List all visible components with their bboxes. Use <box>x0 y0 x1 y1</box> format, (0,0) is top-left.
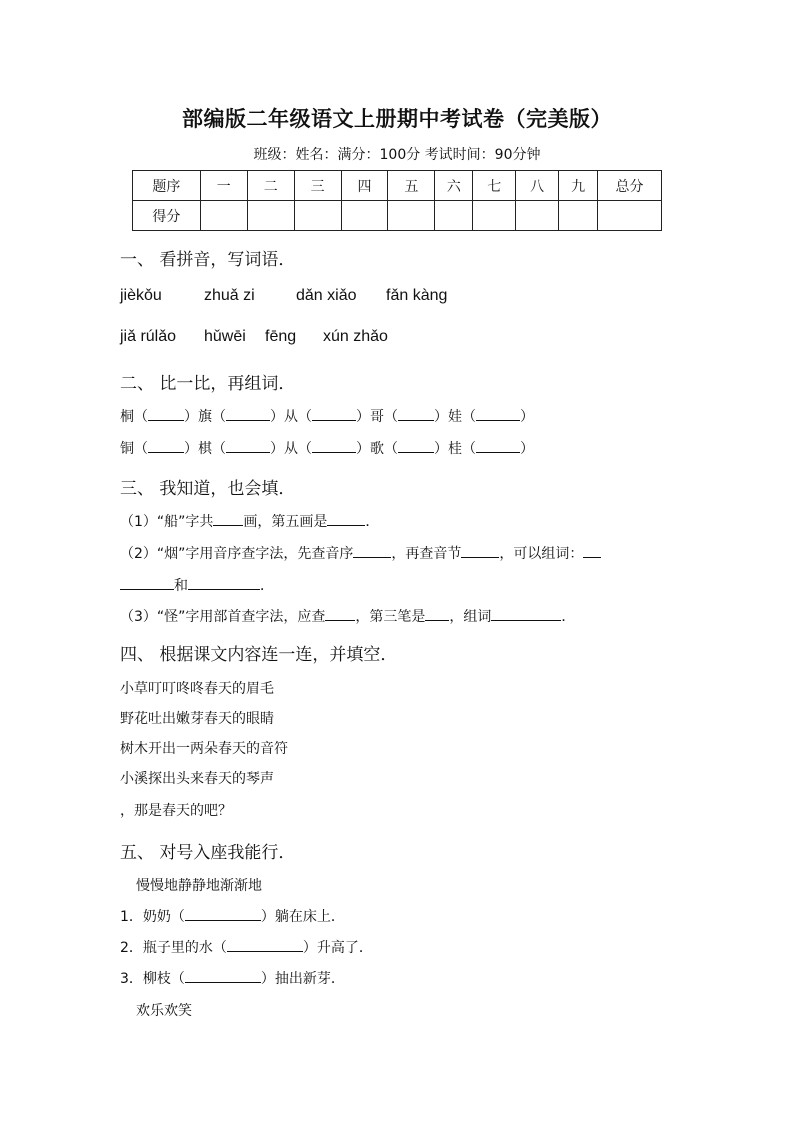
pinyin-row-2 <box>120 328 388 346</box>
compare-char: 铜（ <box>120 441 148 457</box>
match-line: 小草叮叮咚咚春天的眉毛 <box>120 681 274 697</box>
row-label: 得分 <box>133 201 201 231</box>
question-text: ）升高了． <box>302 940 373 956</box>
question-text: ）抽出新芽． <box>260 971 345 987</box>
section-5-heading: 五、 对号入座我能行． <box>120 843 296 863</box>
compare-char: ）从（ <box>270 409 312 425</box>
question-text: 2．瓶子里的水（ <box>120 940 227 956</box>
answer-blank[interactable] <box>312 438 356 453</box>
compare-char: 桐（ <box>120 409 148 425</box>
header-cell: 总分 <box>598 171 662 201</box>
score-cell[interactable] <box>598 201 662 231</box>
match-line: 树木开出一两朵春天的音符 <box>120 741 288 757</box>
question-text: ，组词 <box>449 609 492 625</box>
compare-char: ）棋（ <box>184 441 226 457</box>
pinyin-row-1 <box>120 287 447 305</box>
pinyin-item: jiǎ rúlǎo <box>120 328 177 345</box>
question-text: 3．柳枝（ <box>120 971 185 987</box>
header-cell: 一 <box>200 171 247 201</box>
question-text: 和 <box>174 578 188 594</box>
pinyin-item: xún zhǎo <box>323 328 388 345</box>
score-table <box>132 170 662 231</box>
header-cell: 八 <box>516 171 559 201</box>
question-text: ． <box>561 609 576 625</box>
answer-blank[interactable] <box>213 511 243 526</box>
score-cell[interactable] <box>341 201 388 231</box>
answer-blank[interactable] <box>476 406 520 421</box>
word-bank: 慢慢地静静地渐渐地 <box>136 878 262 894</box>
question-3-3 <box>120 606 575 626</box>
question-text: ． <box>365 514 380 530</box>
answer-blank[interactable] <box>461 543 499 558</box>
answer-blank[interactable] <box>148 406 184 421</box>
score-cell[interactable] <box>294 201 341 231</box>
compare-char: ）桂（ <box>434 441 476 457</box>
answer-blank[interactable] <box>476 438 520 453</box>
compare-char: ）娃（ <box>434 409 476 425</box>
pinyin-item: zhuǎ zi <box>204 287 255 304</box>
answer-blank[interactable] <box>583 543 601 558</box>
section-3-heading: 三、 我知道，也会填． <box>120 479 296 499</box>
question-5-2 <box>120 937 373 957</box>
score-cell[interactable] <box>200 201 247 231</box>
match-line: 野花吐出嫩芽春天的眼睛 <box>120 711 274 727</box>
header-cell: 七 <box>473 171 516 201</box>
match-line: 小溪探出头来春天的琴声 <box>120 771 274 787</box>
pinyin-item: fǎn kàng <box>386 287 448 304</box>
score-table-header-row <box>133 171 662 201</box>
answer-blank[interactable] <box>312 406 356 421</box>
question-5-3 <box>120 968 345 988</box>
answer-blank[interactable] <box>226 438 270 453</box>
score-cell[interactable] <box>247 201 294 231</box>
page-title: 部编版二年级语文上册期中考试卷（完美版） <box>182 107 612 131</box>
question-text: （1）“船”字共 <box>120 514 214 530</box>
question-3-2-cont <box>120 575 274 595</box>
pinyin-item: dǎn xiǎo <box>296 287 357 304</box>
score-table-score-row <box>133 201 662 231</box>
pinyin-item: jièkǒu <box>120 287 162 304</box>
question-text: ，可以组词： <box>499 546 584 562</box>
question-text: 画，第五画是 <box>243 514 328 530</box>
question-text: 1．奶奶（ <box>120 909 185 925</box>
compare-row-1 <box>120 406 534 426</box>
compare-char: ） <box>520 441 534 457</box>
header-cell: 九 <box>559 171 598 201</box>
section-2-heading: 二、 比一比，再组词． <box>120 374 296 394</box>
header-cell: 题序 <box>133 171 201 201</box>
answer-blank[interactable] <box>353 543 391 558</box>
word-bank: 欢乐欢笑 <box>136 1003 192 1019</box>
score-cell[interactable] <box>388 201 435 231</box>
header-cell: 五 <box>388 171 435 201</box>
answer-blank[interactable] <box>425 606 449 621</box>
answer-blank[interactable] <box>185 906 261 921</box>
fill-line: ，那是春天的吧？ <box>120 803 232 819</box>
header-cell: 二 <box>247 171 294 201</box>
score-cell[interactable] <box>559 201 598 231</box>
header-cell: 四 <box>341 171 388 201</box>
compare-char: ）旗（ <box>184 409 226 425</box>
question-text: ，再查音节 <box>391 546 462 562</box>
header-cell: 三 <box>294 171 341 201</box>
compare-row-2 <box>120 438 534 458</box>
score-cell[interactable] <box>473 201 516 231</box>
answer-blank[interactable] <box>148 438 184 453</box>
answer-blank[interactable] <box>185 968 261 983</box>
question-text: （2）“烟”字用音序查字法，先查音序 <box>120 546 354 562</box>
compare-char: ）歌（ <box>356 441 398 457</box>
question-text: ，第三笔是 <box>355 609 426 625</box>
question-3-2 <box>120 543 601 563</box>
question-text: ）躺在床上． <box>260 909 345 925</box>
answer-blank[interactable] <box>226 406 270 421</box>
compare-char: ） <box>520 409 534 425</box>
compare-char: ）从（ <box>270 441 312 457</box>
pinyin-item: fēng <box>265 328 297 345</box>
section-1-heading: 一、 看拼音，写词语． <box>120 250 296 270</box>
compare-char: ）哥（ <box>356 409 398 425</box>
score-cell[interactable] <box>516 201 559 231</box>
score-cell[interactable] <box>435 201 473 231</box>
answer-blank[interactable] <box>398 406 434 421</box>
question-3-1 <box>120 511 379 531</box>
pinyin-item: hǔwēi <box>204 328 246 345</box>
answer-blank[interactable] <box>325 606 355 621</box>
section-4-heading: 四、 根据课文内容连一连，并填空． <box>120 645 398 665</box>
answer-blank[interactable] <box>491 606 561 621</box>
answer-blank[interactable] <box>120 575 174 590</box>
answer-blank[interactable] <box>188 575 260 590</box>
question-text: （3）“怪”字用部首查字法，应查 <box>120 609 326 625</box>
answer-blank[interactable] <box>227 937 303 952</box>
exam-info: 班级：姓名：满分：100分 考试时间：90分钟 <box>253 147 541 163</box>
question-text: ． <box>260 578 274 594</box>
question-5-1 <box>120 906 345 926</box>
header-cell: 六 <box>435 171 473 201</box>
answer-blank[interactable] <box>398 438 434 453</box>
answer-blank[interactable] <box>327 511 365 526</box>
